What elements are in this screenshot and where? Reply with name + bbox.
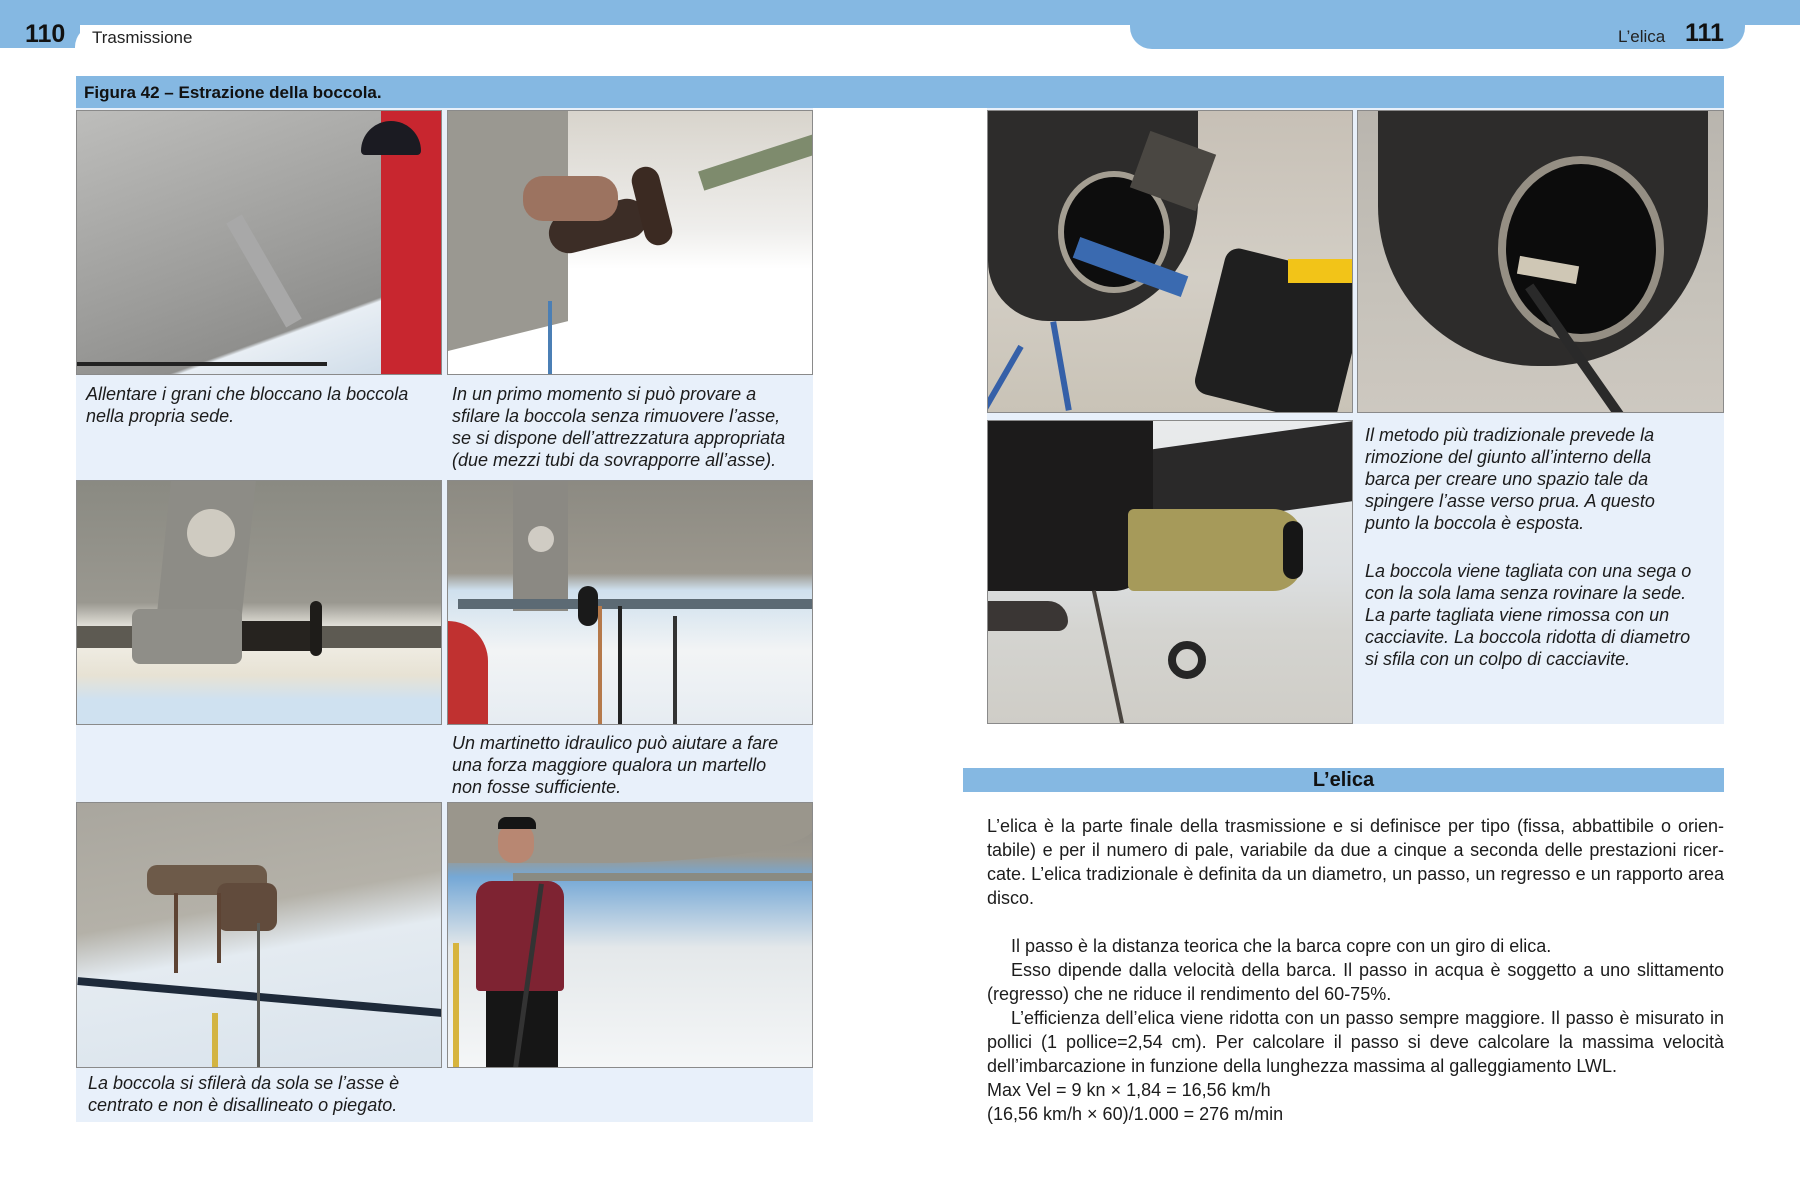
caption-cut-bushing: La boccola viene tagliata con una sega o con la sola lama senza rovinare la sede. La parte tagliata viene rimossa con un cacciavite. La boccola ridotta di diametro si sfila con un colpo di cacciavite.	[1365, 561, 1692, 669]
photo-jack-chains	[447, 480, 813, 725]
paragraph-efficiency: L’efficienza dell’elica viene ridotta con un passo sempre maggiore. Il passo è misurato in pollici (1 pollice=2,54 cm). Per calcolare il passo si deve calcolare la massima velocità dell’imbarcazione in funzione della lunghezza massima al galleggiamento LWL.	[987, 1008, 1724, 1076]
photo-bushing-exposed	[987, 420, 1353, 724]
section-title: L’elica	[1312, 769, 1375, 791]
caption-traditional-method: Il metodo più tradizionale prevede la rimozione del giunto all’interno della barca per creare uno spazio tale da spingere l’asse verso prua. A questo punto la boccola è esposta.	[1365, 425, 1655, 533]
photo-hand-on-bushing	[447, 110, 813, 375]
formula-meters-per-minute: (16,56 km/h × 60)/1.000 = 276 m/min	[987, 1104, 1284, 1124]
formula-max-velocity: Max Vel = 9 kn × 1,84 = 16,56 km/h	[987, 1080, 1271, 1100]
photo-worker-loosening-screws	[76, 110, 442, 375]
right-running-title: L’elica	[1618, 27, 1666, 46]
left-page-number: 110	[25, 20, 66, 48]
paragraph-passo-definition: Il passo è la distanza teorica che la barca copre con un giro di elica.	[1011, 936, 1552, 956]
photo-shaft-bracket	[76, 480, 442, 725]
figure-title: Figura 42 – Estrazione della boccola.	[84, 83, 382, 102]
photo-puller-chains	[76, 802, 442, 1068]
photo-worker-hydraulic	[447, 802, 813, 1068]
caption-bushing-slides: La boccola si sfilerà da sola se l’asse è centrato e non è disallineato o piegato.	[88, 1073, 400, 1115]
photo-screwdriver-bushing	[1357, 110, 1724, 413]
section-body	[987, 814, 1724, 1126]
paragraph-passo-speed: Esso dipende dalla velocità della barca. Il passo in acqua è soggetto a uno slittamento (regresso) che ne riduce il rendimento del 60-75%.	[987, 960, 1724, 1004]
caption-remove-without-shaft: In un primo momento si può provare a sfilare la boccola senza rimuovere l’asse, se si dispone dell’attrezzatura appropriata (due mezzi tubi da sovrapporre all’asse).	[452, 384, 786, 470]
caption-hydraulic-jack: Un martinetto idraulico può aiutare a fare una forza maggiore qualora un martello non fosse sufficiente.	[452, 733, 779, 797]
paragraph-intro: L’elica è la parte finale della trasmissione e si definisce per tipo (fissa, abbattibile o orien-tabile) e per il numero di pale, variabile da due a cinque a seconda delle prestazioni ricer-cate. L’elica tradizionale è definita da un diametro, un passo, un regresso e un rapporto area disco.	[987, 816, 1724, 908]
caption-loosen-screws: Allentare i grani che bloccano la boccola nella propria sede.	[86, 384, 409, 426]
photo-saw-cutting-bushing	[987, 110, 1353, 413]
right-page-number: 111	[1685, 19, 1724, 47]
left-header-white-area	[75, 25, 975, 55]
right-header-corner	[1745, 25, 1800, 55]
left-running-title: Trasmissione	[92, 28, 193, 47]
